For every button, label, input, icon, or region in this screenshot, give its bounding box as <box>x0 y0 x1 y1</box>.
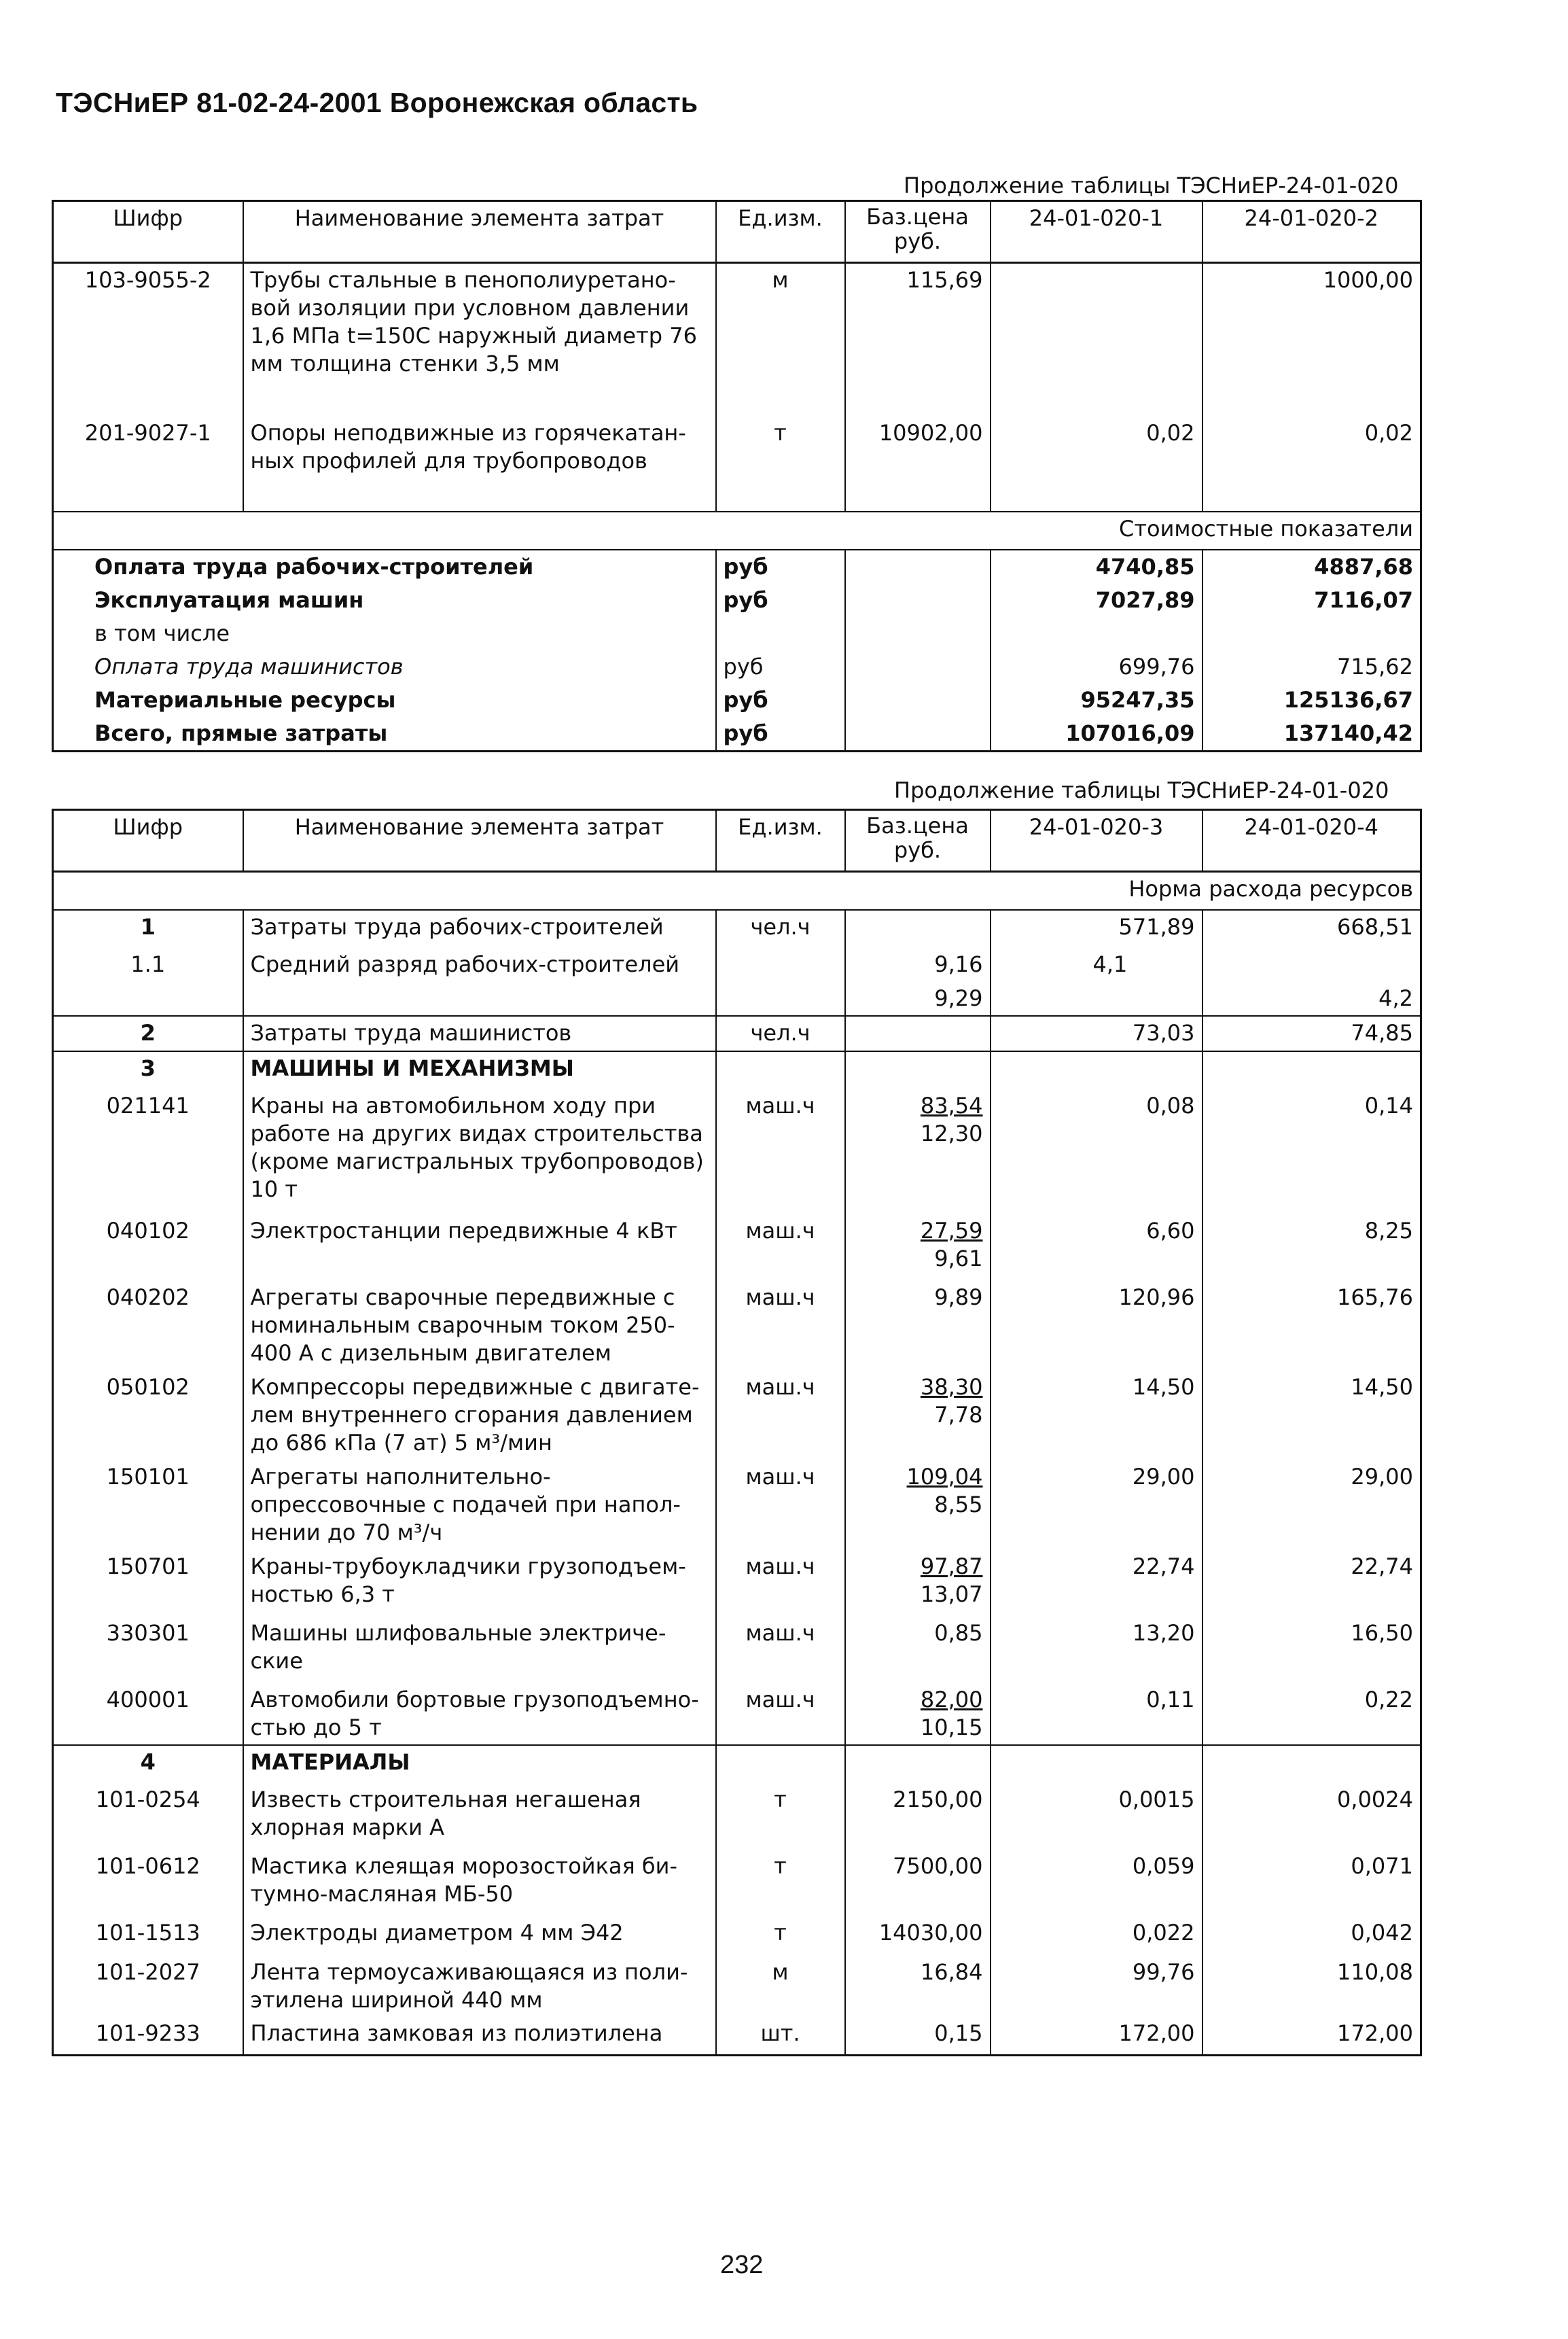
row-unit <box>716 982 845 1016</box>
cost-value-2: 125136,67 <box>1202 684 1421 717</box>
table-row <box>53 1460 1421 1550</box>
header-price: Баз.цена руб. <box>845 201 991 263</box>
row-value-1: 0,0015 <box>991 1783 1202 1850</box>
row-code: 101-2027 <box>95 1959 200 1985</box>
table-row <box>53 1550 1421 1617</box>
cost-blank <box>845 650 991 684</box>
row-value-1: 22,74 <box>991 1550 1202 1617</box>
row-price <box>845 1016 991 1051</box>
table-row <box>53 1783 1421 1850</box>
cost-value-2: 4887,68 <box>1202 550 1421 584</box>
row-unit <box>716 948 845 982</box>
cost-blank <box>845 550 991 584</box>
table-row <box>53 1214 1421 1281</box>
row-value-1: 0,11 <box>991 1683 1202 1745</box>
row-unit: маш.ч <box>716 1617 845 1683</box>
row-value-1: 0,02 <box>991 417 1202 512</box>
table-row <box>53 1371 1421 1460</box>
row-code: 103-9055-2 <box>84 267 211 293</box>
row-price <box>845 1371 991 1460</box>
cost-blank <box>845 684 991 717</box>
price-main: 109,04 <box>906 1464 983 1490</box>
cost-value-1: 4740,85 <box>991 550 1202 584</box>
table-row <box>53 1745 1421 1783</box>
cost-name: Оплата труда рабочих-строителей <box>94 553 534 580</box>
row-name: Краны на автомобильном ходу при работе на других видах строительства (кроме магистральных трубопроводов) 10 т <box>243 1089 716 1214</box>
row-value-2: 0,02 <box>1202 417 1421 512</box>
cost-name: Материальные ресурсы <box>94 686 396 713</box>
row-unit: маш.ч <box>716 1089 845 1214</box>
header-price: Баз.цена руб. <box>845 810 991 872</box>
row-price <box>845 1683 991 1745</box>
section-row <box>53 512 1421 550</box>
header-name: Наименование элемента затрат <box>243 201 716 263</box>
row-unit: м <box>716 263 845 417</box>
row-price: 9,29 <box>845 982 991 1016</box>
row-price <box>845 1214 991 1281</box>
table2 <box>52 809 1422 2056</box>
row-price: 7500,00 <box>845 1850 991 1916</box>
row-value-2: 0,22 <box>1202 1683 1421 1745</box>
row-value-1 <box>991 263 1202 417</box>
row-price <box>845 1617 991 1683</box>
row-value-2: 668,51 <box>1202 910 1421 948</box>
price-main: 83,54 <box>920 1093 983 1119</box>
row-value-1: 73,03 <box>991 1016 1202 1051</box>
row-price: 14030,00 <box>845 1916 991 1956</box>
table-row <box>53 1089 1421 1214</box>
row-code: 330301 <box>106 1620 190 1646</box>
row-name <box>243 982 716 1016</box>
section-heading: МАТЕРИАЛЫ <box>243 1745 716 1783</box>
row-name: Затраты труда машинистов <box>243 1016 716 1051</box>
cost-blank <box>845 584 991 617</box>
table-row <box>53 263 1421 417</box>
price-secondary: 12,30 <box>920 1121 983 1146</box>
row-code: 040102 <box>106 1218 190 1244</box>
row-value-1 <box>991 982 1202 1016</box>
table-row <box>53 1016 1421 1051</box>
row-code: 101-0254 <box>95 1787 200 1812</box>
table-row <box>53 1281 1421 1371</box>
row-value-1: 4,1 <box>991 948 1202 982</box>
cost-value-1: 95247,35 <box>991 684 1202 717</box>
row-price: 0,15 <box>845 2017 991 2055</box>
table2-continuation: Продолжение таблицы ТЭСНиЕР-24-01-020 <box>894 777 1389 803</box>
row-name: Средний разряд рабочих-строителей <box>243 948 716 982</box>
row-name: Опоры неподвижные из горячекатан-ных профилей для трубопроводов <box>243 417 716 512</box>
cost-blank <box>845 617 991 650</box>
row-name: Электростанции передвижные 4 кВт <box>243 1214 716 1281</box>
cost-value-2 <box>1202 617 1421 650</box>
row-price: 115,69 <box>845 263 991 417</box>
row-value-2: 165,76 <box>1202 1281 1421 1371</box>
row-name: Известь строительная негашеная хлорная марки А <box>243 1783 716 1850</box>
row-name: Машины шлифовальные электриче-ские <box>243 1617 716 1683</box>
header-unit: Ед.изм. <box>716 810 845 872</box>
row-code: 021141 <box>106 1093 190 1119</box>
table-row <box>53 1051 1421 1089</box>
row-value-2: 0,14 <box>1202 1089 1421 1214</box>
header-col2: 24-01-020-2 <box>1202 201 1421 263</box>
page-number: 232 <box>720 2251 764 2279</box>
table-row <box>53 910 1421 948</box>
cost-value-1: 699,76 <box>991 650 1202 684</box>
row-price <box>845 1281 991 1371</box>
row-code: 400001 <box>106 1687 190 1712</box>
row-code: 101-9233 <box>95 2020 200 2046</box>
row-name: Агрегаты наполнительно-опрессовочные с подачей при напол-нении до 70 м³/ч <box>243 1460 716 1550</box>
row-name: Компрессоры передвижные с двигате-лем внутреннего сгорания давлением до 686 кПа (7 ат) 5 м³/мин <box>243 1371 716 1460</box>
row-unit: м <box>716 1956 845 2017</box>
row-price: 16,84 <box>845 1956 991 2017</box>
row-value-2: 172,00 <box>1202 2017 1421 2055</box>
row-price: 10902,00 <box>845 417 991 512</box>
price-secondary: 8,55 <box>934 1492 983 1517</box>
cost-unit <box>716 617 845 650</box>
row-code: 1 <box>140 914 156 940</box>
table-row <box>53 1683 1421 1745</box>
row-price: 9,16 <box>845 948 991 982</box>
table-row <box>53 2017 1421 2055</box>
table1 <box>52 200 1422 752</box>
machines-list <box>53 1089 1421 1745</box>
price-main: 82,00 <box>920 1687 983 1712</box>
cost-row <box>53 717 1421 752</box>
row-price <box>845 1460 991 1550</box>
row-price <box>845 1550 991 1617</box>
cost-unit: руб <box>716 684 845 717</box>
cost-unit: руб <box>716 584 845 617</box>
row-unit: шт. <box>716 2017 845 2055</box>
cost-value-1 <box>991 617 1202 650</box>
row-value-1: 172,00 <box>991 2017 1202 2055</box>
row-value-2: 0,0024 <box>1202 1783 1421 1850</box>
row-value-2: 29,00 <box>1202 1460 1421 1550</box>
row-code: 201-9027-1 <box>84 419 211 446</box>
table-row <box>53 982 1421 1016</box>
price-main: 38,30 <box>920 1374 983 1400</box>
row-unit: маш.ч <box>716 1371 845 1460</box>
row-value-1: 0,022 <box>991 1916 1202 1956</box>
cost-row <box>53 617 1421 650</box>
cost-value-2: 7116,07 <box>1202 584 1421 617</box>
table-row <box>53 1850 1421 1916</box>
cost-blank <box>845 717 991 752</box>
row-unit: чел.ч <box>716 1016 845 1051</box>
row-name: Электроды диаметром 4 мм Э42 <box>243 1916 716 1956</box>
table1-header <box>53 201 1421 263</box>
row-value-1: 6,60 <box>991 1214 1202 1281</box>
header-code: Шифр <box>53 810 243 872</box>
table-row <box>53 1916 1421 1956</box>
row-code: 2 <box>53 1016 243 1051</box>
price-secondary: 13,07 <box>920 1581 983 1607</box>
cost-unit: руб <box>716 550 845 584</box>
cost-unit: руб <box>716 717 845 752</box>
section-label: Норма расхода ресурсов <box>53 872 1421 911</box>
row-name: Лента термоусаживающаяся из поли-этилена шириной 440 мм <box>243 1956 716 2017</box>
table2-header <box>53 810 1421 872</box>
table1-continuation: Продолжение таблицы ТЭСНиЕР-24-01-020 <box>904 173 1399 198</box>
table-row <box>53 1617 1421 1683</box>
row-value-2: 110,08 <box>1202 1956 1421 2017</box>
row-code: 101-0612 <box>95 1853 200 1879</box>
row-name: Автомобили бортовые грузоподъемно-стью до 5 т <box>243 1683 716 1745</box>
cost-value-1: 107016,09 <box>991 717 1202 752</box>
row-value-1: 571,89 <box>991 910 1202 948</box>
row-name: Мастика клеящая морозостойкая би-тумно-масляная МБ-50 <box>243 1850 716 1916</box>
row-code: 150101 <box>106 1464 190 1490</box>
cost-name: Оплата труда машинистов <box>94 653 404 680</box>
row-code: 4 <box>53 1745 243 1783</box>
price-main: 97,87 <box>920 1553 983 1579</box>
cost-value-1: 7027,89 <box>991 584 1202 617</box>
row-unit: т <box>716 1783 845 1850</box>
row-name: Краны-трубоукладчики грузоподъем-ностью 6,3 т <box>243 1550 716 1617</box>
row-value-1: 13,20 <box>991 1617 1202 1683</box>
row-unit: чел.ч <box>716 910 845 948</box>
row-value-2: 16,50 <box>1202 1617 1421 1683</box>
cost-value-2: 137140,42 <box>1202 717 1421 752</box>
row-unit: маш.ч <box>716 1460 845 1550</box>
section-heading: МАШИНЫ И МЕХАНИЗМЫ <box>243 1051 716 1089</box>
price-main: 0,85 <box>934 1620 983 1646</box>
row-code: 150701 <box>106 1553 190 1579</box>
cost-name: Эксплуатация машин <box>94 586 364 613</box>
cost-row <box>53 584 1421 617</box>
row-value-1: 99,76 <box>991 1956 1202 2017</box>
row-value-2: 0,042 <box>1202 1916 1421 1956</box>
cost-unit: руб <box>716 650 845 684</box>
cost-value-2: 715,62 <box>1202 650 1421 684</box>
row-value-1: 29,00 <box>991 1460 1202 1550</box>
table-row <box>53 948 1421 982</box>
row-value-2: 22,74 <box>1202 1550 1421 1617</box>
row-value-2: 4,2 <box>1202 982 1421 1016</box>
row-unit: т <box>716 417 845 512</box>
row-value-1: 120,96 <box>991 1281 1202 1371</box>
cost-name: Всего, прямые затраты <box>94 720 388 746</box>
row-code: 3 <box>53 1051 243 1089</box>
price-secondary: 7,78 <box>934 1402 983 1428</box>
row-value-2: 14,50 <box>1202 1371 1421 1460</box>
row-value-1: 0,059 <box>991 1850 1202 1916</box>
row-code: 040202 <box>106 1284 190 1310</box>
row-unit: т <box>716 1916 845 1956</box>
row-unit: маш.ч <box>716 1281 845 1371</box>
row-code: 050102 <box>106 1374 190 1400</box>
row-value-2: 0,071 <box>1202 1850 1421 1916</box>
price-secondary: 10,15 <box>920 1714 983 1740</box>
header-col1: 24-01-020-1 <box>991 201 1202 263</box>
row-value-2: 74,85 <box>1202 1016 1421 1051</box>
header-col4: 24-01-020-4 <box>1202 810 1421 872</box>
row-price <box>845 910 991 948</box>
materials-list <box>53 1783 1421 2055</box>
cost-row <box>53 550 1421 584</box>
row-value-2: 8,25 <box>1202 1214 1421 1281</box>
price-main: 27,59 <box>920 1218 983 1244</box>
table-row <box>53 1956 1421 2017</box>
row-code <box>53 982 243 1016</box>
row-code: 101-1513 <box>95 1920 200 1946</box>
page-title: ТЭСНиЕР 81-02-24-2001 Воронежская область <box>56 87 698 118</box>
row-unit: маш.ч <box>716 1683 845 1745</box>
header-code: Шифр <box>53 201 243 263</box>
row-unit: т <box>716 1850 845 1916</box>
header-name: Наименование элемента затрат <box>243 810 716 872</box>
price-secondary: 9,61 <box>934 1246 983 1271</box>
row-price <box>845 1089 991 1214</box>
header-unit: Ед.изм. <box>716 201 845 263</box>
row-value-1: 14,50 <box>991 1371 1202 1460</box>
row-name: Агрегаты сварочные передвижные с номинальным сварочным током 250-400 А с дизельным двигателем <box>243 1281 716 1371</box>
row-unit: маш.ч <box>716 1550 845 1617</box>
price-main: 9,89 <box>934 1284 983 1310</box>
row-name: Затраты труда рабочих-строителей <box>243 910 716 948</box>
row-value-2 <box>1202 948 1421 982</box>
row-unit: маш.ч <box>716 1214 845 1281</box>
cost-row <box>53 650 1421 684</box>
row-price: 2150,00 <box>845 1783 991 1850</box>
section-row <box>53 872 1421 911</box>
section-label: Стоимостные показатели <box>53 512 1421 550</box>
row-name: Трубы стальные в пенополиуретано-вой изоляции при условном давлении 1,6 МПа t=150С наружный диаметр 76 мм толщина стенки 3,5 мм <box>243 263 716 417</box>
cost-name: в том числе <box>94 620 230 646</box>
table-row <box>53 417 1421 512</box>
cost-row <box>53 684 1421 717</box>
row-value-1: 0,08 <box>991 1089 1202 1214</box>
header-col3: 24-01-020-3 <box>991 810 1202 872</box>
row-value-2: 1000,00 <box>1202 263 1421 417</box>
row-name: Пластина замковая из полиэтилена <box>243 2017 716 2055</box>
row-code: 1.1 <box>130 951 166 977</box>
